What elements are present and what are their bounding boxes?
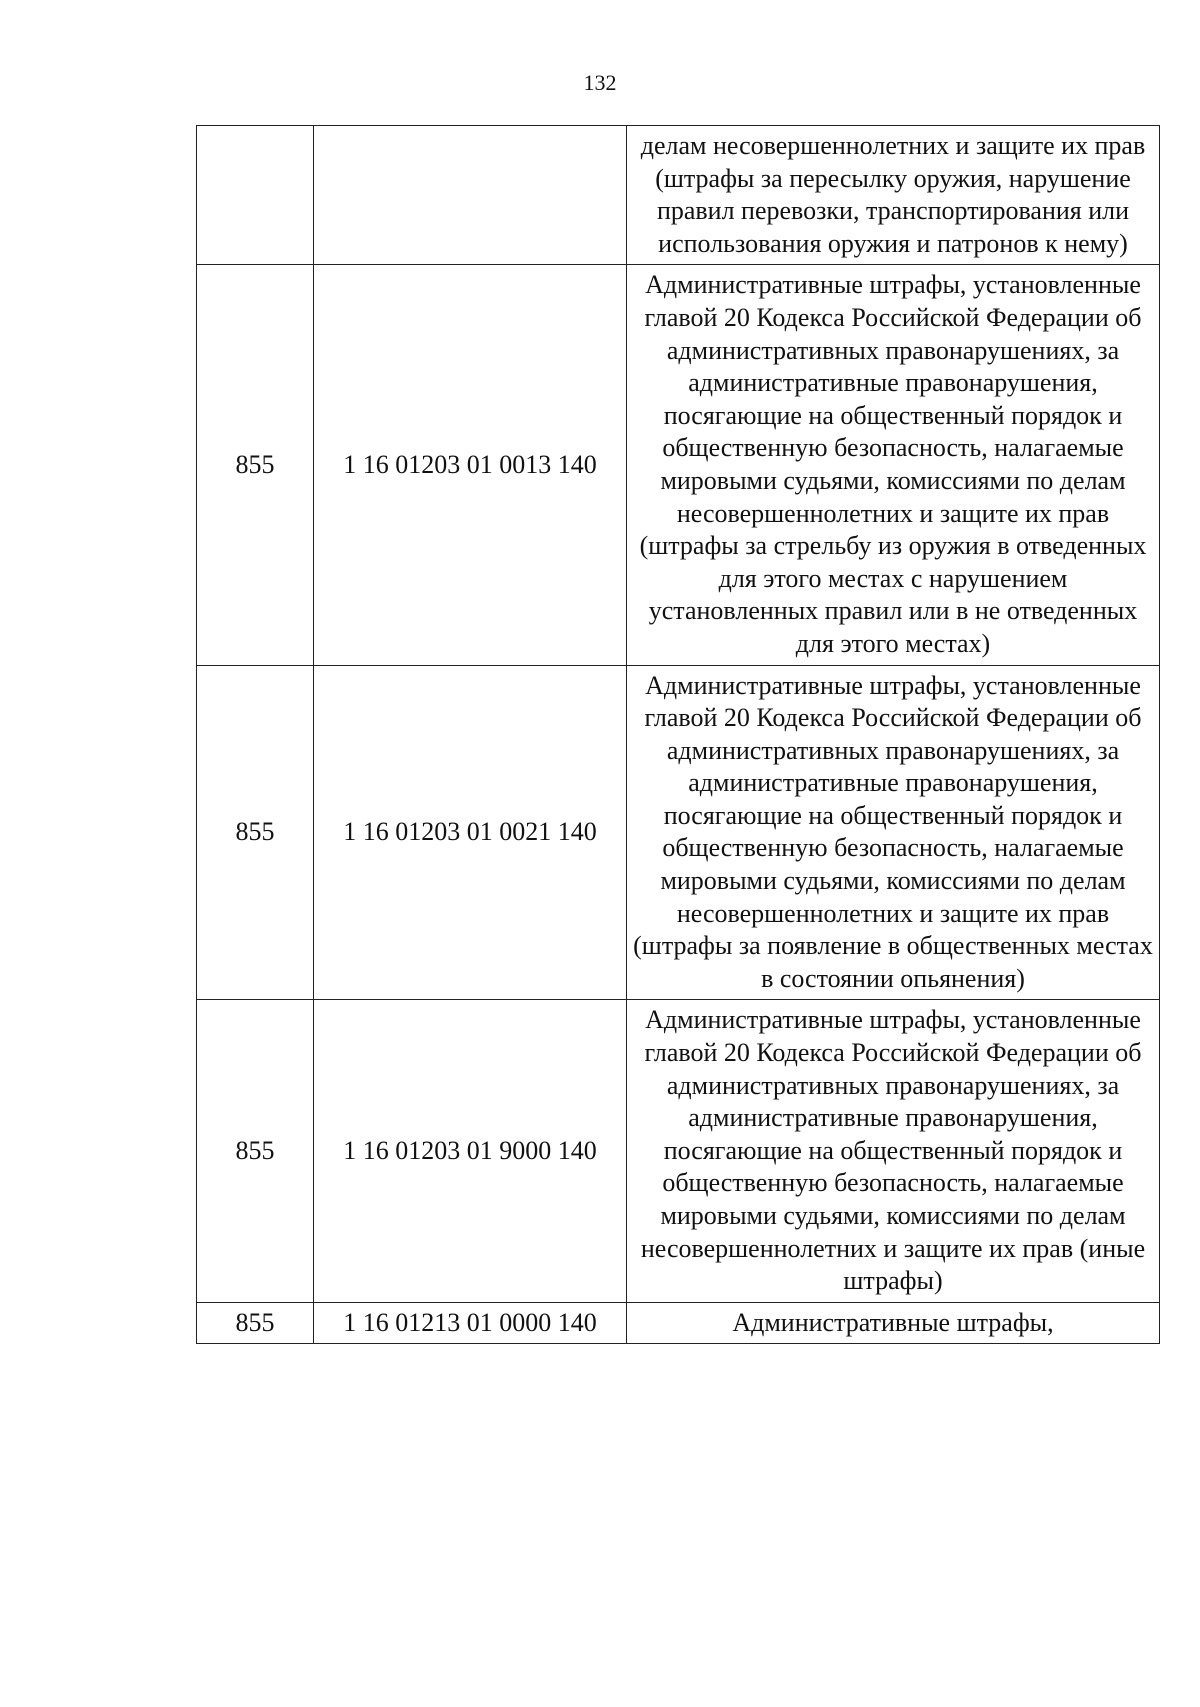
admin-code-cell xyxy=(197,126,314,265)
description-cell: Административные штрафы, установленные главой 20 Кодекса Российской Федерации об административных правонарушениях, за административные правонарушения, посягающие на общественный порядок и общественную безопасность, налагаемые мировыми судьями, комиссиями по делам несовершеннолетних и защите их прав (иные штрафы) xyxy=(627,1000,1160,1302)
admin-code-cell: 855 xyxy=(197,1302,314,1344)
table-row xyxy=(197,1000,1160,1302)
table-row xyxy=(197,665,1160,1000)
revenue-code-cell xyxy=(314,126,627,265)
description-cell: Административные штрафы, установленные главой 20 Кодекса Российской Федерации об административных правонарушениях, за административные правонарушения, посягающие на общественный порядок и общественную безопасность, налагаемые мировыми судьями, комиссиями по делам несовершеннолетних и защите их прав (штрафы за появление в общественных местах в состоянии опьянения) xyxy=(627,665,1160,1000)
revenue-code-cell: 1 16 01203 01 0021 140 xyxy=(314,665,627,1000)
table-row xyxy=(197,1302,1160,1344)
admin-code-cell: 855 xyxy=(197,665,314,1000)
admin-code-cell: 855 xyxy=(197,1000,314,1302)
page-number: 132 xyxy=(583,70,617,95)
description-cell: Административные штрафы, xyxy=(627,1302,1160,1344)
revenue-code-cell: 1 16 01213 01 0000 140 xyxy=(314,1302,627,1344)
revenue-code-cell: 1 16 01203 01 0013 140 xyxy=(314,265,627,665)
description-cell: делам несовершеннолетних и защите их прав (штрафы за пересылку оружия, нарушение правил перевозки, транспортирования или использования оружия и патронов к нему) xyxy=(627,126,1160,265)
table-row xyxy=(197,126,1160,265)
revenue-code-cell: 1 16 01203 01 9000 140 xyxy=(314,1000,627,1302)
description-cell: Административные штрафы, установленные главой 20 Кодекса Российской Федерации об административных правонарушениях, за административные правонарушения, посягающие на общественный порядок и общественную безопасность, налагаемые мировыми судьями, комиссиями по делам несовершеннолетних и защите их прав (штрафы за стрельбу из оружия в отведенных для этого местах с нарушением установленных правил или в не отведенных для этого местах) xyxy=(627,265,1160,665)
admin-code-cell: 855 xyxy=(197,265,314,665)
table-row xyxy=(197,265,1160,665)
revenue-codes-table xyxy=(196,125,1160,1344)
